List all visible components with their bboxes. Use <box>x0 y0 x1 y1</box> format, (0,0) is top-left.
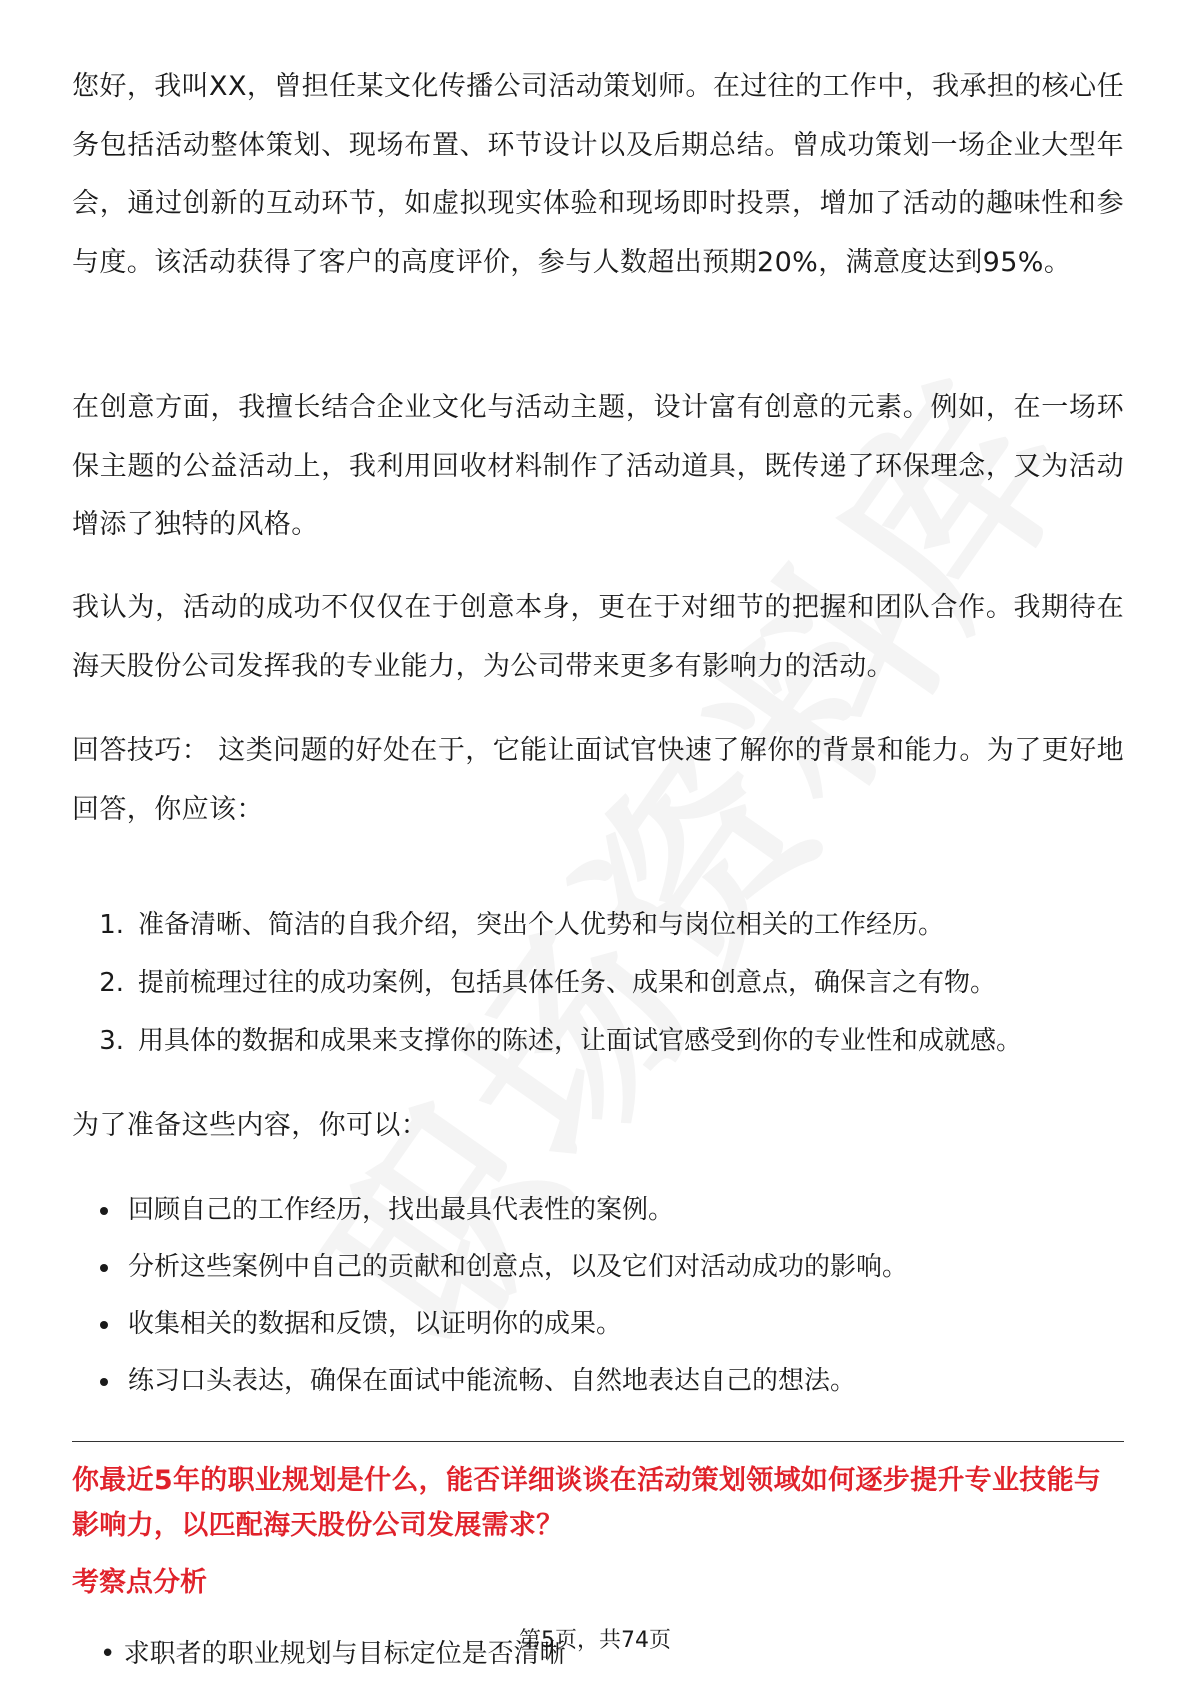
prep-intro-paragraph: 为了准备这些内容，你可以： <box>72 1110 429 1141</box>
list-item-text: 准备清晰、简洁的自我介绍，突出个人优势和与岗位相关的工作经历。 <box>138 910 945 940</box>
list-number: 3. <box>99 1026 124 1056</box>
teamwork-paragraph: 我认为，活动的成功不仅仅在于创意本身，更在于对细节的把握和团队合作。我期待在海天股份公司发挥我的专业能力，为公司带来更多有影响力的活动。 <box>72 592 1124 682</box>
list-item <box>72 896 1124 954</box>
interview-question: 你最近5年的职业规划是什么，能否详细谈谈在活动策划领域如何逐步提升专业技能与影响力，以匹配海天股份公司发展需求？ <box>72 1465 1102 1541</box>
cut-off-text: • 求职者的职业规划与目标定位是否清晰 <box>100 1639 566 1669</box>
list-item <box>72 954 1124 1012</box>
prep-list <box>72 1182 1124 1410</box>
list-item-text: 分析这些案例中自己的贡献和创意点，以及它们对活动成功的影响。 <box>128 1252 909 1282</box>
list-item-text: 用具体的数据和成果来支撑你的陈述，让面试官感受到你的专业性和成就感。 <box>138 1026 1023 1056</box>
list-item <box>72 1239 1124 1296</box>
list-number: 1. <box>99 910 124 940</box>
bullet-icon <box>100 1321 108 1329</box>
list-number: 2. <box>99 968 124 998</box>
creativity-paragraph: 在创意方面，我擅长结合企业文化与活动主题，设计富有创意的元素。例如，在一场环保主题的公益活动上，我利用回收材料制作了活动道具，既传递了环保理念，又为活动增添了独特的风格。 <box>72 392 1124 540</box>
bullet-icon <box>100 1378 108 1386</box>
list-item-text: 提前梳理过往的成功案例，包括具体任务、成果和创意点，确保言之有物。 <box>138 968 997 998</box>
section-divider <box>72 1441 1124 1442</box>
analysis-heading: 考察点分析 <box>72 1567 207 1598</box>
intro-paragraph: 您好，我叫XX，曾担任某文化传播公司活动策划师。在过往的工作中，我承担的核心任务包括活动整体策划、现场布置、环节设计以及后期总结。曾成功策划一场企业大型年会，通过创新的互动环节，如虚拟现实体验和现场即时投票，增加了活动的趣味性和参与度。该活动获得了客户的高度评价，参与人数超出预期20%，满意度达到95%。 <box>72 71 1124 278</box>
answer-tips-paragraph: 回答技巧： 这类问题的好处在于，它能让面试官快速了解你的背景和能力。为了更好地回答，你应该： <box>72 735 1124 825</box>
list-item <box>72 1012 1124 1070</box>
bullet-icon <box>100 1264 108 1272</box>
list-item <box>72 1182 1124 1239</box>
list-item <box>72 1296 1124 1353</box>
list-item <box>72 1353 1124 1410</box>
list-item-text: 回顾自己的工作经历，找出最具代表性的案例。 <box>128 1195 675 1225</box>
bullet-icon <box>100 1207 108 1215</box>
list-item-text: 收集相关的数据和反馈，以证明你的成果。 <box>128 1309 623 1339</box>
tips-list <box>72 896 1124 1070</box>
list-item-text: 练习口头表达，确保在面试中能流畅、自然地表达自己的想法。 <box>128 1366 857 1396</box>
page-number: 第5页，共74页 <box>519 1628 671 1653</box>
